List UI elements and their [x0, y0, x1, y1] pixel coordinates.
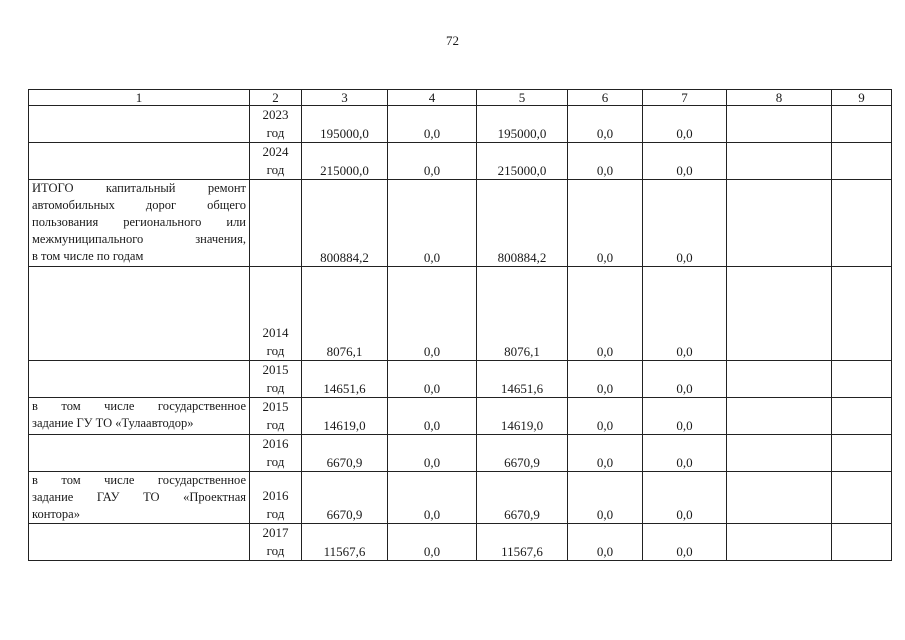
year-cell [250, 180, 302, 267]
table-row [29, 180, 892, 267]
value-cell-7: 0,0 [643, 106, 727, 143]
table-row [29, 524, 892, 561]
year-value: 2023 [262, 107, 289, 122]
value-cell-5: 215000,0 [477, 143, 568, 180]
row-name-cell [29, 435, 250, 472]
year-value: 2017 [262, 525, 289, 540]
value-cell-5: 14651,6 [477, 361, 568, 398]
value-cell-5: 14619,0 [477, 398, 568, 435]
value-cell-5: 6670,9 [477, 435, 568, 472]
row-name-line: автомобильных дорог общего [32, 198, 246, 212]
row-name-line: пользования регионального или [32, 215, 246, 229]
year-value: 2015 [262, 362, 289, 377]
year-cell [250, 267, 302, 361]
column-number-row [29, 90, 892, 106]
table-row [29, 435, 892, 472]
value-cell-8 [727, 435, 832, 472]
column-number: 9 [832, 90, 892, 106]
value-cell-9 [832, 361, 892, 398]
row-name-line: ИТОГО капитальный ремонт [32, 181, 246, 195]
value-cell-8 [727, 398, 832, 435]
table-row [29, 106, 892, 143]
year-value: 2024 [262, 144, 289, 159]
value-cell-5: 11567,6 [477, 524, 568, 561]
row-name-line: в том числе по годам [32, 249, 144, 263]
value-cell-6: 0,0 [568, 267, 643, 361]
year-value: 2015 [262, 399, 289, 414]
row-name-line: задание ГАУ ТО «Проектная [32, 490, 246, 504]
table-row [29, 472, 892, 524]
value-cell-4: 0,0 [388, 267, 477, 361]
value-cell-3: 215000,0 [302, 143, 388, 180]
value-cell-7: 0,0 [643, 143, 727, 180]
value-cell-4: 0,0 [388, 524, 477, 561]
column-number: 5 [477, 90, 568, 106]
value-cell-7: 0,0 [643, 524, 727, 561]
value-cell-3: 6670,9 [302, 472, 388, 524]
row-name-cell [29, 524, 250, 561]
value-cell-6: 0,0 [568, 180, 643, 267]
value-cell-8 [727, 361, 832, 398]
value-cell-8 [727, 524, 832, 561]
value-cell-3: 8076,1 [302, 267, 388, 361]
value-cell-6: 0,0 [568, 143, 643, 180]
row-name-line: задание ГУ ТО «Тулаавтодор» [32, 416, 194, 430]
year-word: год [266, 543, 285, 558]
value-cell-4: 0,0 [388, 143, 477, 180]
year-word: год [266, 417, 285, 432]
value-cell-5: 6670,9 [477, 472, 568, 524]
row-name-cell [29, 180, 250, 267]
value-cell-9 [832, 143, 892, 180]
value-cell-5: 800884,2 [477, 180, 568, 267]
year-cell [250, 435, 302, 472]
table-row [29, 398, 892, 435]
year-cell [250, 524, 302, 561]
value-cell-5: 8076,1 [477, 267, 568, 361]
column-number: 4 [388, 90, 477, 106]
value-cell-8 [727, 180, 832, 267]
column-number: 2 [250, 90, 302, 106]
year-word: год [266, 343, 285, 358]
year-word: год [266, 380, 285, 395]
value-cell-4: 0,0 [388, 180, 477, 267]
value-cell-8 [727, 106, 832, 143]
value-cell-5: 195000,0 [477, 106, 568, 143]
year-word: год [266, 506, 285, 521]
row-name-line: в том числе государственное [32, 473, 246, 487]
value-cell-4: 0,0 [388, 398, 477, 435]
row-name-line: межмуниципального значения, [32, 232, 246, 246]
year-cell [250, 398, 302, 435]
year-cell [250, 106, 302, 143]
year-value: 2016 [262, 488, 289, 503]
table-body [29, 90, 892, 561]
value-cell-4: 0,0 [388, 435, 477, 472]
table-row [29, 361, 892, 398]
value-cell-6: 0,0 [568, 398, 643, 435]
row-name-cell [29, 472, 250, 524]
year-word: год [266, 454, 285, 469]
value-cell-6: 0,0 [568, 361, 643, 398]
row-name-line: в том числе государственное [32, 399, 246, 413]
table-row [29, 143, 892, 180]
table-row [29, 267, 892, 361]
column-number: 1 [29, 90, 250, 106]
column-number: 8 [727, 90, 832, 106]
value-cell-4: 0,0 [388, 472, 477, 524]
value-cell-9 [832, 267, 892, 361]
value-cell-3: 195000,0 [302, 106, 388, 143]
column-number: 6 [568, 90, 643, 106]
year-value: 2016 [262, 436, 289, 451]
value-cell-7: 0,0 [643, 472, 727, 524]
value-cell-6: 0,0 [568, 435, 643, 472]
value-cell-6: 0,0 [568, 524, 643, 561]
value-cell-3: 11567,6 [302, 524, 388, 561]
value-cell-7: 0,0 [643, 435, 727, 472]
value-cell-3: 800884,2 [302, 180, 388, 267]
row-name-cell [29, 398, 250, 435]
year-cell [250, 143, 302, 180]
column-number: 3 [302, 90, 388, 106]
value-cell-7: 0,0 [643, 180, 727, 267]
year-value: 2014 [262, 325, 289, 340]
value-cell-8 [727, 472, 832, 524]
row-name-line: контора» [32, 507, 80, 521]
value-cell-9 [832, 398, 892, 435]
year-word: год [266, 162, 285, 177]
value-cell-6: 0,0 [568, 106, 643, 143]
year-cell [250, 472, 302, 524]
year-cell [250, 361, 302, 398]
value-cell-4: 0,0 [388, 361, 477, 398]
value-cell-8 [727, 143, 832, 180]
row-name-cell [29, 106, 250, 143]
row-name-cell [29, 143, 250, 180]
value-cell-9 [832, 472, 892, 524]
value-cell-7: 0,0 [643, 267, 727, 361]
row-name-cell [29, 361, 250, 398]
budget-table [28, 89, 892, 561]
value-cell-7: 0,0 [643, 398, 727, 435]
value-cell-9 [832, 180, 892, 267]
row-name-cell [29, 267, 250, 361]
page-number: 72 [446, 33, 459, 48]
value-cell-9 [832, 106, 892, 143]
column-number: 7 [643, 90, 727, 106]
value-cell-8 [727, 267, 832, 361]
value-cell-3: 14651,6 [302, 361, 388, 398]
value-cell-9 [832, 524, 892, 561]
value-cell-7: 0,0 [643, 361, 727, 398]
year-word: год [266, 125, 285, 140]
value-cell-6: 0,0 [568, 472, 643, 524]
value-cell-3: 14619,0 [302, 398, 388, 435]
value-cell-3: 6670,9 [302, 435, 388, 472]
value-cell-9 [832, 435, 892, 472]
value-cell-4: 0,0 [388, 106, 477, 143]
